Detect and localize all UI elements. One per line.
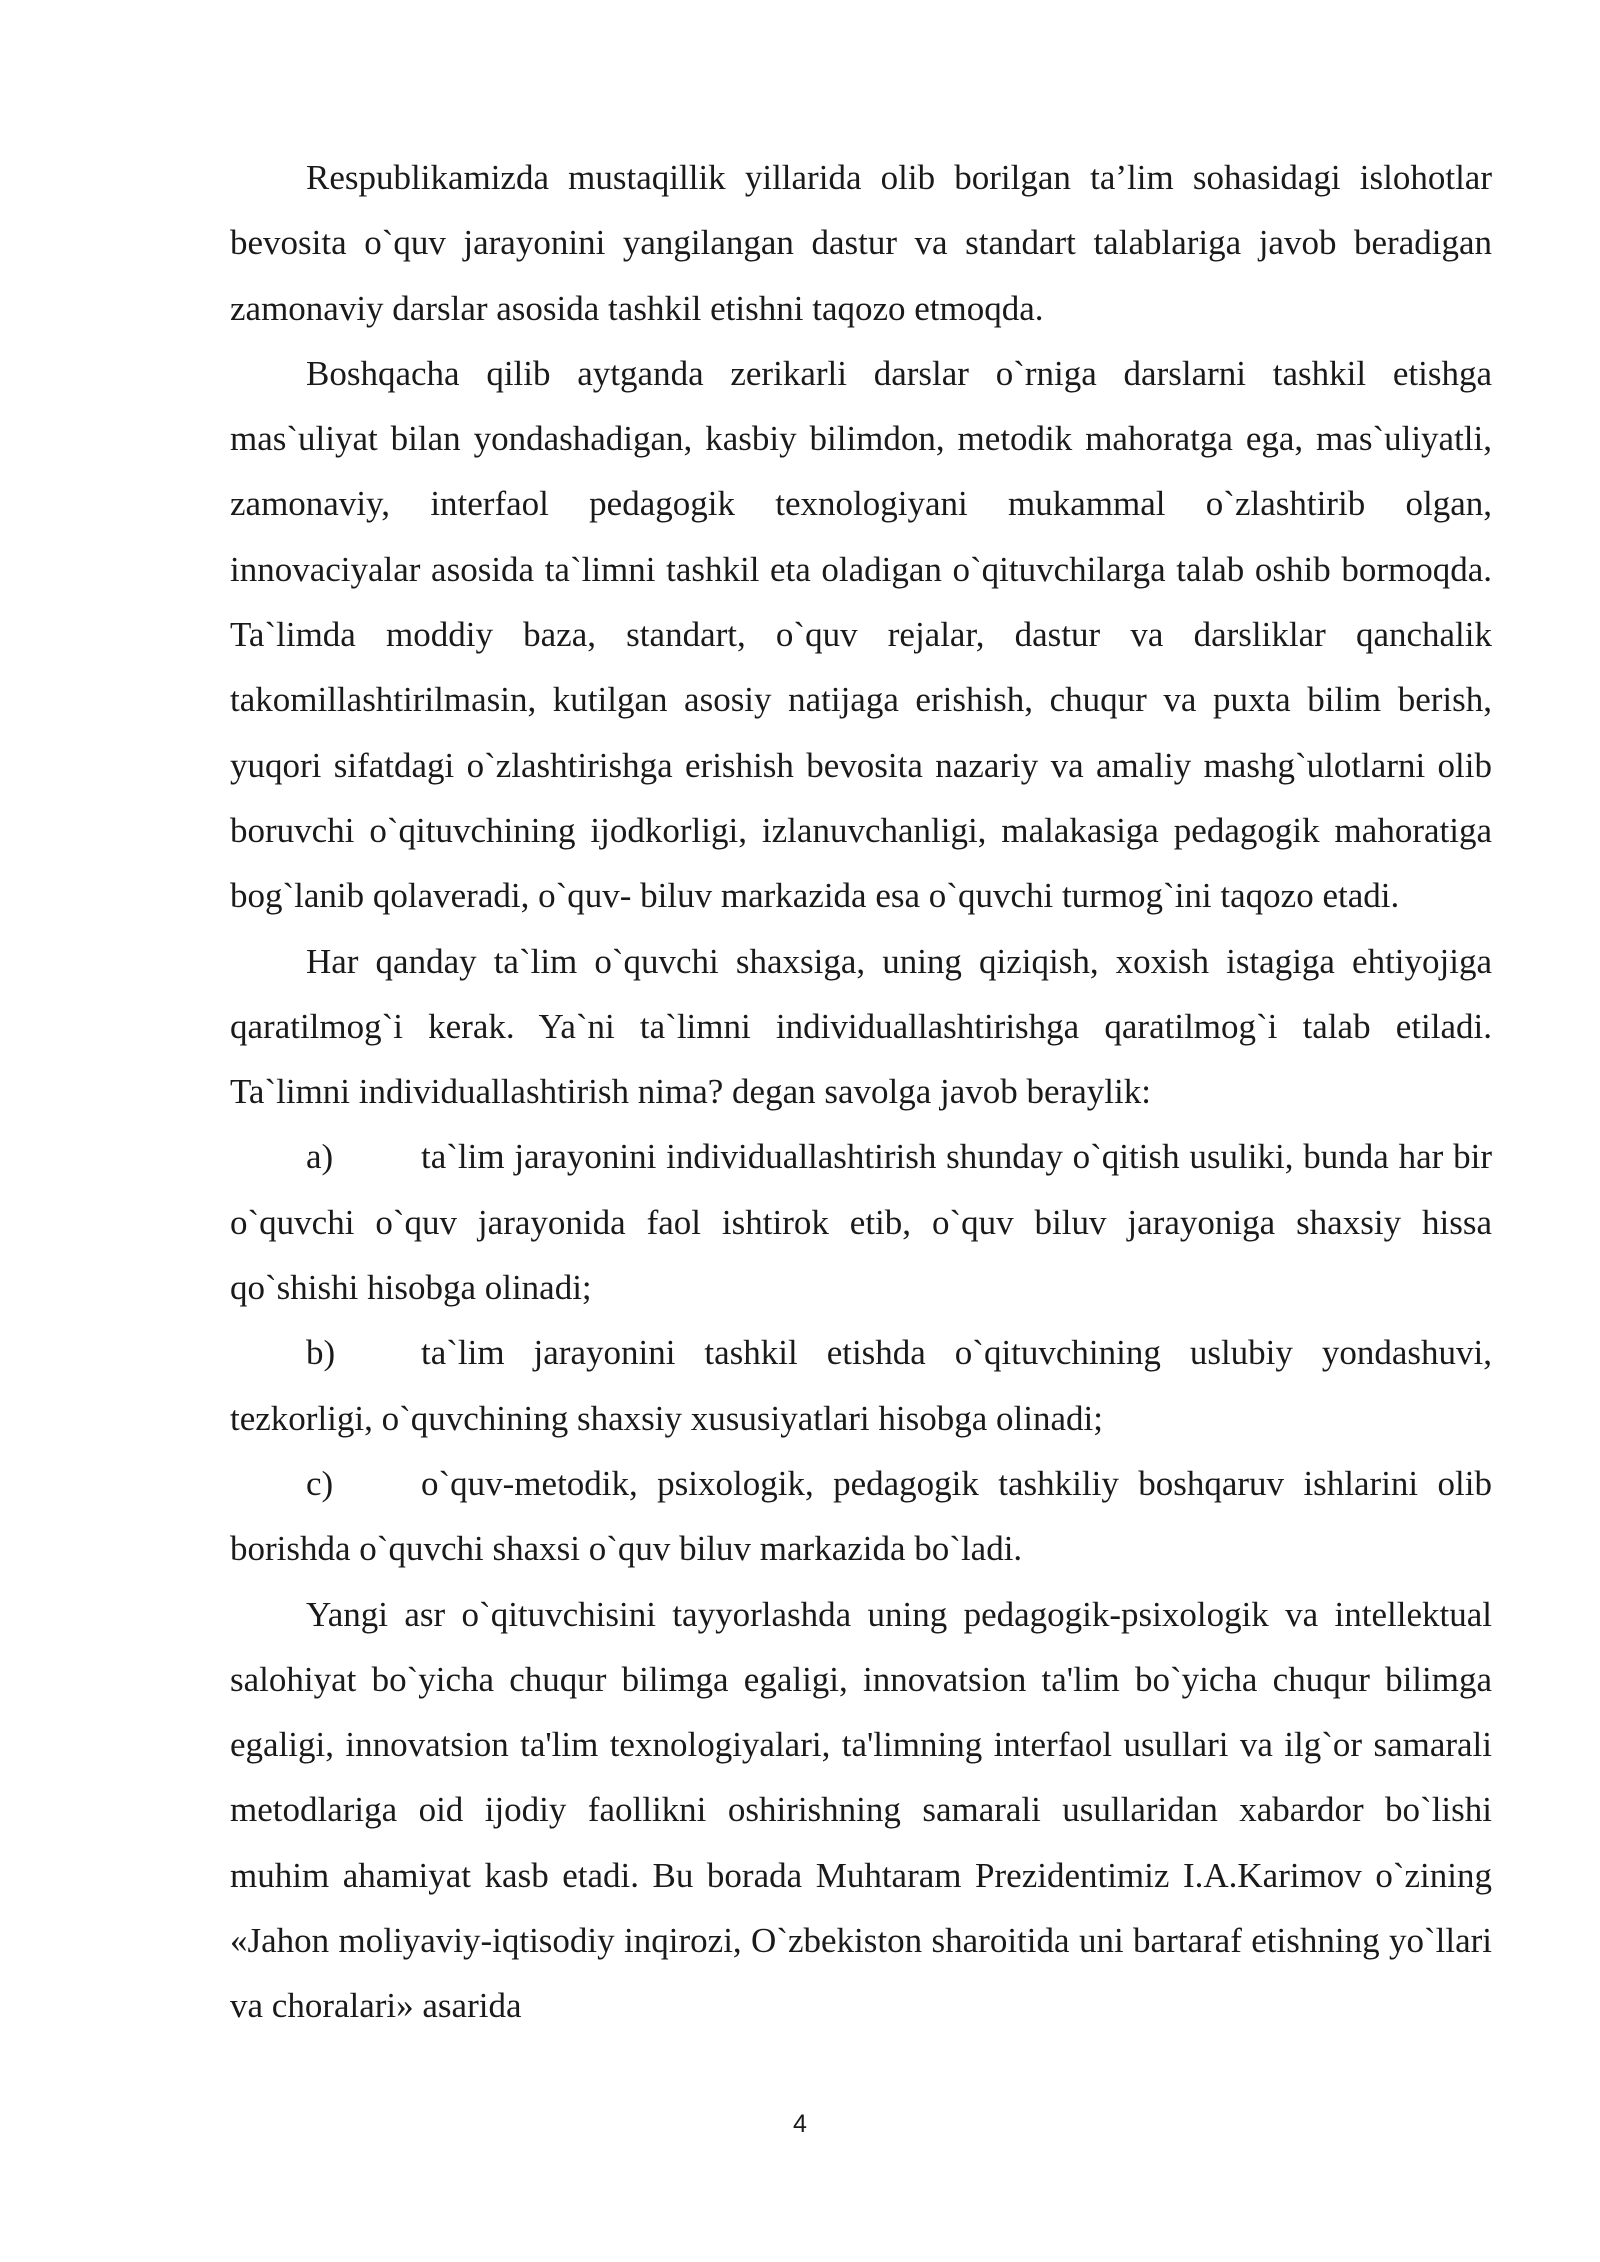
list-item-text: ta`lim jarayonini tashkil etishda o`qituvchining uslubiy yondashuvi, tezkorligi, o`quvchining shaxsiy xususiyatlari hisobga olinadi;	[230, 1333, 1492, 1438]
list-marker: b)	[306, 1333, 336, 1373]
list-item-c	[230, 1451, 1492, 1582]
list-marker: c)	[306, 1463, 334, 1503]
list-item-a	[230, 1124, 1492, 1320]
paragraph-individualization: Har qanday ta`lim o`quvchi shaxsiga, uning qiziqish, xoxish istagiga ehtiyojiga qaratilmog`i kerak. Ya`ni ta`limni individuallashtirishga qaratilmog`i talab etiladi. Ta`limni individuallashtirish nima? degan savolga javob beraylik:	[230, 941, 1492, 1112]
paragraph-intro: Respublikamizda mustaqillik yillarida olib borilgan ta’lim sohasidagi islohotlar bevosita o`quv jarayonini yangilangan dastur va standart talablariga javob beradigan zamonaviy darslar asosida tashkil etishni taqozo etmoqda.	[230, 158, 1492, 328]
page-number: 4	[793, 2110, 807, 2138]
paragraph-teachers: Boshqacha qilib aytganda zerikarli darslar o`rniga darslarni tashkil etishga mas`uliyat bilan yondashadigan, kasbiy bilimdon, metodik mahoratga ega, mas`uliyatli, zamonaviy, interfaol pedagogik texnologiyani mukammal o`zlashtirib olgan, innovaciyalar asosida ta`limni tashkil eta oladigan o`qituvchilarga talab oshib bormoqda. Ta`limda moddiy baza, standart, o`quv rejalar, dastur va darsliklar qanchalik takomillashtirilmasin, kutilgan asosiy natijaga erishish, chuqur va puxta bilim berish, yuqori sifatdagi o`zlashtirishga erishish bevosita nazariy va amaliy mashg`ulotlarni olib boruvchi o`qituvchining ijodkorligi, izlanuvchanligi, malakasiga pedagogik mahoratiga bog`lanib qolaveradi, o`quv- biluv markazida esa o`quvchi turmog`ini taqozo etadi.	[230, 353, 1492, 916]
list-item-text: ta`lim jarayonini individuallashtirish shunday o`qitish usuliki, bunda har bir o`quvchi o`quv jarayonida faol ishtirok etib, o`quv biluv jarayoniga shaxsiy hissa qo`shishi hisobga olinadi;	[230, 1137, 1492, 1308]
document-body	[230, 145, 1492, 2039]
list-marker: a)	[306, 1137, 334, 1177]
list-item-text: o`quv-metodik, psixologik, pedagogik tashkiliy boshqaruv ishlarini olib borishda o`quvchi shaxsi o`quv biluv markazida bo`ladi.	[230, 1463, 1492, 1569]
paragraph-new-century-teacher: Yangi asr o`qituvchisini tayyorlashda uning pedagogik-psixologik va intellektual salohiyat bo`yicha chuqur bilimga egaligi, innovatsion ta'lim bo`yicha chuqur bilimga egaligi, innovatsion ta'lim texnologiyalari, ta'limning interfaol usullari va ilg`or samarali metodlariga oid ijodiy faollikni oshirishning samarali usullaridan xabardor bo`lishi muhim ahamiyat kasb etadi. Bu borada Muhtaram Prezidentimiz I.A.Karimov o`zining «Jahon moliyaviy-iqtisodiy inqirozi, O`zbekiston sharoitida uni bartaraf etishning yo`llari va choralari» asarida	[230, 1594, 1492, 2026]
list-item-b	[230, 1320, 1492, 1451]
